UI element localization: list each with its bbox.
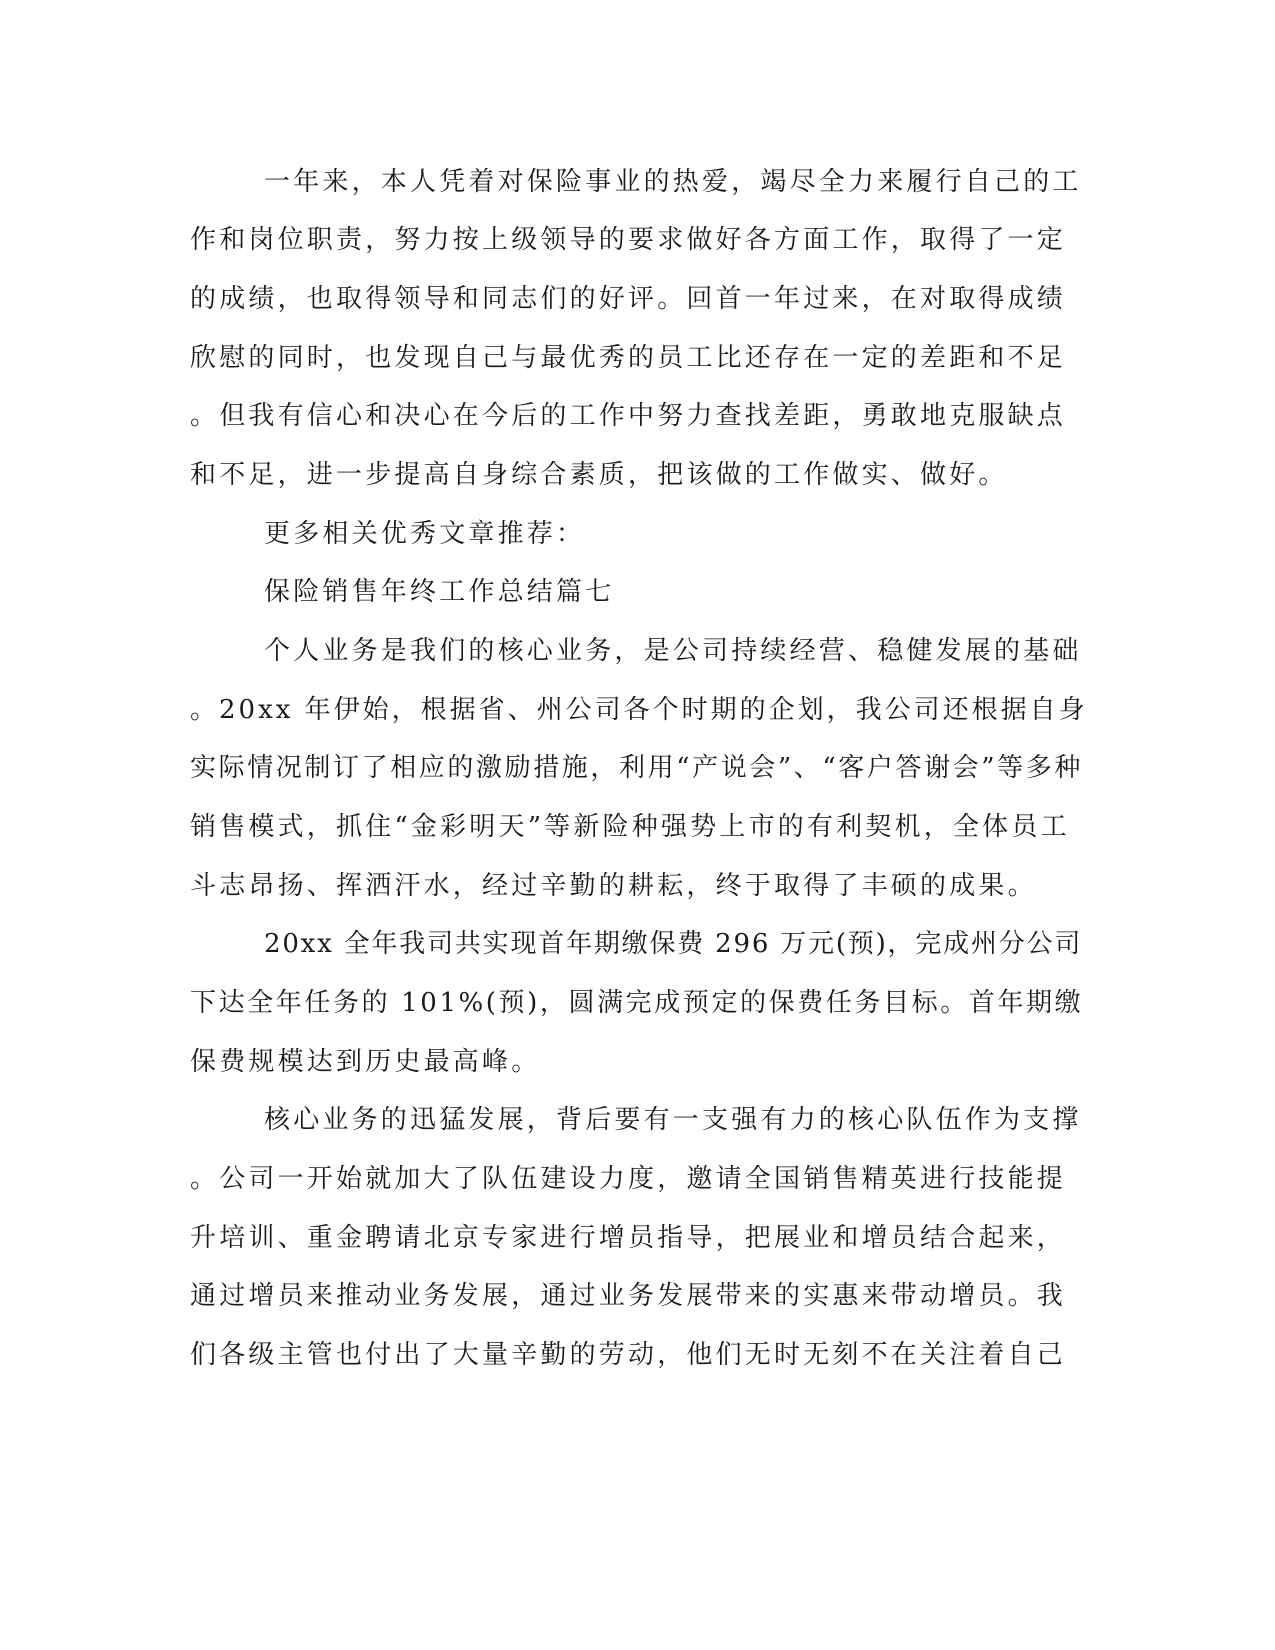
text-line: 一年来，本人凭着对保险事业的热爱，竭尽全力来履行自己的工 bbox=[264, 167, 1082, 197]
text-line: 。20xx 年伊始，根据省、州公司各个时期的企划，我公司还根据自身 bbox=[190, 695, 1088, 725]
text-line: 。但我有信心和决心在今后的工作中努力查找差距，勇敢地克服缺点 bbox=[190, 401, 1067, 431]
section-title: 保险销售年终工作总结篇七 bbox=[264, 577, 615, 607]
text-line: 下达全年任务的 101%(预)，圆满完成预定的保费任务目标。首年期缴 bbox=[190, 988, 1084, 1018]
text-line: 。公司一开始就加大了队伍建设力度，邀请全国销售精英进行技能提 bbox=[190, 1164, 1067, 1194]
text-line: 升培训、重金聘请北京专家进行增员指导，把展业和增员结合起来， bbox=[190, 1223, 1067, 1253]
text-line: 实际情况制订了相应的激励措施，利用“产说会”、“客户答谢会”等多种 bbox=[190, 753, 1083, 783]
text-line: 通过增员来推动业务发展，通过业务发展带来的实惠来带动增员。我 bbox=[190, 1281, 1067, 1311]
text-line: 个人业务是我们的核心业务，是公司持续经营、稳健发展的基础 bbox=[264, 636, 1082, 666]
text-line: 更多相关优秀文章推荐： bbox=[264, 519, 586, 549]
text-line: 欣慰的同时，也发现自己与最优秀的员工比还存在一定的差距和不足 bbox=[190, 343, 1067, 373]
text-line: 20xx 全年我司共实现首年期缴保费 296 万元(预)，完成州分公司 bbox=[264, 929, 1083, 959]
text-line: 核心业务的迅猛发展，背后要有一支强有力的核心队伍作为支撑 bbox=[264, 1105, 1082, 1135]
text-line: 销售模式，抓住“金彩明天”等新险种强势上市的有利契机，全体员工 bbox=[190, 812, 1070, 842]
text-line: 和不足，进一步提高自身综合素质，把该做的工作做实、做好。 bbox=[190, 460, 1008, 490]
text-line: 保费规模达到历史最高峰。 bbox=[190, 1047, 541, 1077]
text-line: 们各级主管也付出了大量辛勤的劳动，他们无时无刻不在关注着自己 bbox=[190, 1340, 1067, 1370]
text-line: 的成绩，也取得领导和同志们的好评。回首一年过来，在对取得成绩 bbox=[190, 284, 1067, 314]
text-line: 作和岗位职责，努力按上级领导的要求做好各方面工作，取得了一定 bbox=[190, 225, 1067, 255]
text-line: 斗志昂扬、挥洒汗水，经过辛勤的耕耘，终于取得了丰硕的成果。 bbox=[190, 871, 1037, 901]
